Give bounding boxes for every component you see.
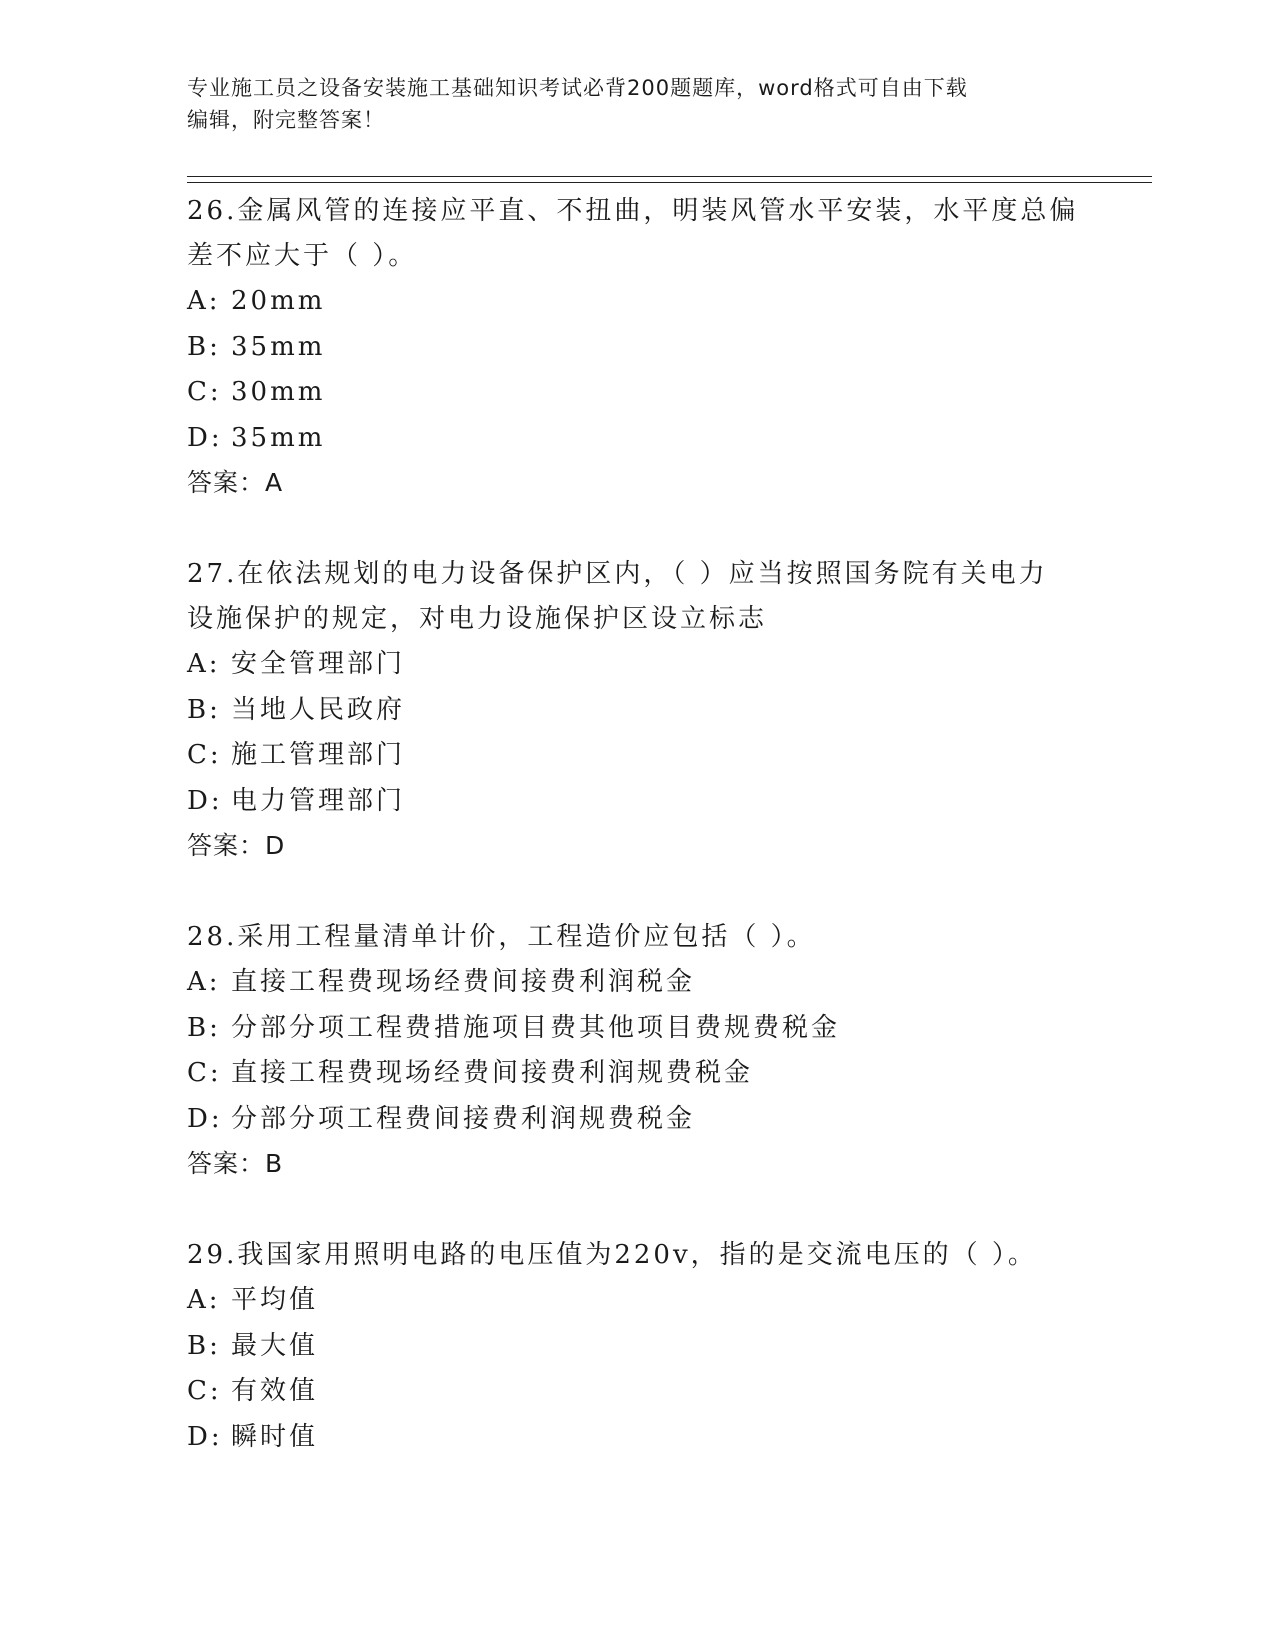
option-c — [187, 733, 1087, 779]
option-text: 瞬时值 — [231, 1421, 319, 1452]
option-a — [187, 642, 1087, 688]
option-letter: C: — [187, 1058, 222, 1088]
header-title-line2: 编辑，附完整答案！ — [187, 108, 385, 132]
option-letter: C: — [187, 740, 222, 770]
option-b — [187, 1324, 1087, 1370]
header-divider-top — [187, 176, 1152, 177]
header-title-line1: 专业施工员之设备安装施工基础知识考试必背200题题库，word格式可自由下载 — [187, 76, 968, 100]
option-d — [187, 779, 1087, 825]
answer-line: 答案：B — [187, 1149, 284, 1178]
answer-line: 答案：D — [187, 831, 286, 860]
option-text: 20mm — [231, 286, 326, 316]
option-text: 安全管理部门 — [231, 649, 406, 679]
option-text: 最大值 — [231, 1330, 319, 1361]
option-text: 平均值 — [231, 1285, 319, 1315]
option-a — [187, 279, 1087, 325]
option-letter: D: — [187, 1103, 223, 1134]
option-text: 有效值 — [231, 1376, 319, 1406]
option-letter: B: — [187, 694, 221, 725]
option-letter: C: — [187, 377, 222, 407]
option-d — [187, 1097, 1087, 1143]
option-b — [187, 688, 1087, 734]
option-a — [187, 960, 1087, 1006]
question-stem: 28.采用工程量清单计价，工程造价应包括（ ）。 — [187, 922, 816, 952]
question-stem-cont: 差不应大于（ ）。 — [187, 241, 418, 271]
option-text: 电力管理部门 — [231, 785, 406, 816]
document-header — [187, 72, 1077, 136]
question-stem: 27.在依法规划的电力设备保护区内，（ ）应当按照国务院有关电力 — [187, 559, 1048, 589]
option-text: 35mm — [231, 331, 326, 362]
question-stem-cont: 设施保护的规定，对电力设施保护区设立标志 — [187, 604, 768, 634]
option-letter: B: — [187, 331, 221, 362]
question-28 — [187, 915, 1087, 1186]
question-27 — [187, 552, 1087, 868]
option-b — [187, 1006, 1087, 1052]
option-text: 直接工程费现场经费间接费利润税金 — [231, 967, 696, 997]
option-a — [187, 1278, 1087, 1324]
option-text: 分部分项工程费措施项目费其他项目费规费税金 — [231, 1012, 841, 1043]
option-letter: D: — [187, 422, 223, 453]
option-b — [187, 325, 1087, 371]
option-c — [187, 1369, 1087, 1415]
option-c — [187, 370, 1087, 416]
option-letter: A: — [187, 286, 221, 316]
option-text: 35mm — [231, 422, 326, 453]
option-text: 直接工程费现场经费间接费利润规费税金 — [231, 1058, 754, 1088]
option-c — [187, 1051, 1087, 1097]
option-letter: A: — [187, 649, 221, 679]
question-stem: 26.金属风管的连接应平直、不扭曲，明装风管水平安装，水平度总偏 — [187, 196, 1079, 226]
option-d — [187, 1415, 1087, 1461]
question-stem: 29.我国家用照明电路的电压值为220v，指的是交流电压的（ ）。 — [187, 1240, 1037, 1270]
option-letter: D: — [187, 785, 223, 816]
option-letter: A: — [187, 967, 221, 997]
option-letter: B: — [187, 1012, 221, 1043]
question-29 — [187, 1233, 1087, 1460]
answer-line: 答案：A — [187, 468, 284, 497]
option-text: 30mm — [231, 377, 326, 407]
option-letter: A: — [187, 1285, 221, 1315]
question-26 — [187, 189, 1087, 505]
option-letter: D: — [187, 1421, 223, 1452]
option-letter: C: — [187, 1376, 222, 1406]
option-text: 分部分项工程费间接费利润规费税金 — [231, 1103, 696, 1134]
option-text: 施工管理部门 — [231, 740, 406, 770]
header-divider-bottom — [187, 182, 1152, 183]
option-text: 当地人民政府 — [231, 694, 406, 725]
option-d — [187, 416, 1087, 462]
option-letter: B: — [187, 1330, 221, 1361]
